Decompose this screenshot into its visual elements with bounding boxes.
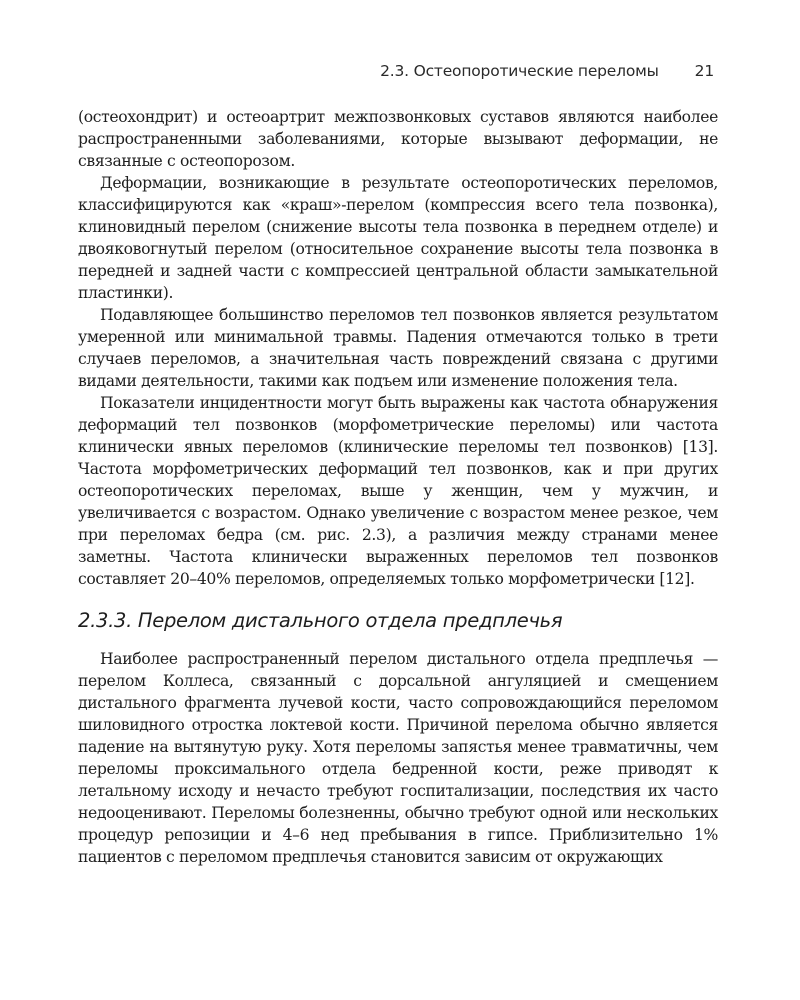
running-header: [78, 62, 718, 88]
paragraph-continued: (остеохондрит) и остеоартрит межпозвонковых суставов являются наиболее распространенными заболеваниями, которые вызывают деформации, не связанные с остеопорозом.: [78, 108, 718, 170]
paragraph-incidence: Показатели инцидентности могут быть выражены как частота обнаружения деформаций тел позвонков (морфометрические переломы) или частота клинически явных переломов (клинические переломы тел позвонков) [13]. Частота морфометрических деформаций тел позвонков, как и при других остеопоротических переломах, выше у женщин, чем у мужчин, и увеличивается с возрастом. Однако увеличение с возрастом менее резкое, чем при переломах бедра (см. рис. 2.3), а различия между странами менее заметны. Частота клинически выраженных переломов тел позвонков составляет 20–40% переломов, определяемых только морфометрически [12].: [78, 394, 718, 588]
section-heading: 2.3.3. Перелом дистального отдела предплечья: [78, 609, 563, 632]
page-number: 21: [694, 62, 714, 80]
running-title: 2.3. Остеопоротические переломы: [380, 62, 659, 80]
paragraph-trauma: Подавляющее большинство переломов тел позвонков является результатом умеренной или минимальной травмы. Падения отмечаются только в трети случаев переломов, а значительная часть повреждений связана с другими видами деятельности, такими как подъем или изменение положения тела.: [78, 306, 718, 390]
main-text: [78, 106, 718, 868]
paragraph-deformations: Деформации, возникающие в результате остеопоротических переломов, классифицируются как «краш»-перелом (компрессия всего тела позвонка), клиновидный перелом (снижение высоты тела позвонка в переднем отделе) и двояковогнутый перелом (относительное сохранение высоты тела позвонка в передней и задней части с компрессией центральной области замыкательной пластинки).: [78, 174, 718, 302]
paragraph-forearm-fracture: Наиболее распространенный перелом дистального отдела предплечья — перелом Коллеса, связанный с дорсальной ангуляцией и смещением дистального фрагмента лучевой кости, часто сопровождающийся переломом шиловидного отростка локтевой кости. Причиной перелома обычно является падение на вытянутую руку. Хотя переломы запястья менее травматичны, чем переломы проксимального отдела бедренной кости, реже приводят к летальному исходу и нечасто требуют госпитализации, последствия их часто недооценивают. Переломы болезненны, обычно требуют одной или нескольких процедур репозиции и 4–6 нед пребывания в гипсе. Приблизительно 1% пациентов с переломом предплечья становится зависим от окружающих: [78, 650, 718, 866]
book-page: [78, 62, 718, 868]
